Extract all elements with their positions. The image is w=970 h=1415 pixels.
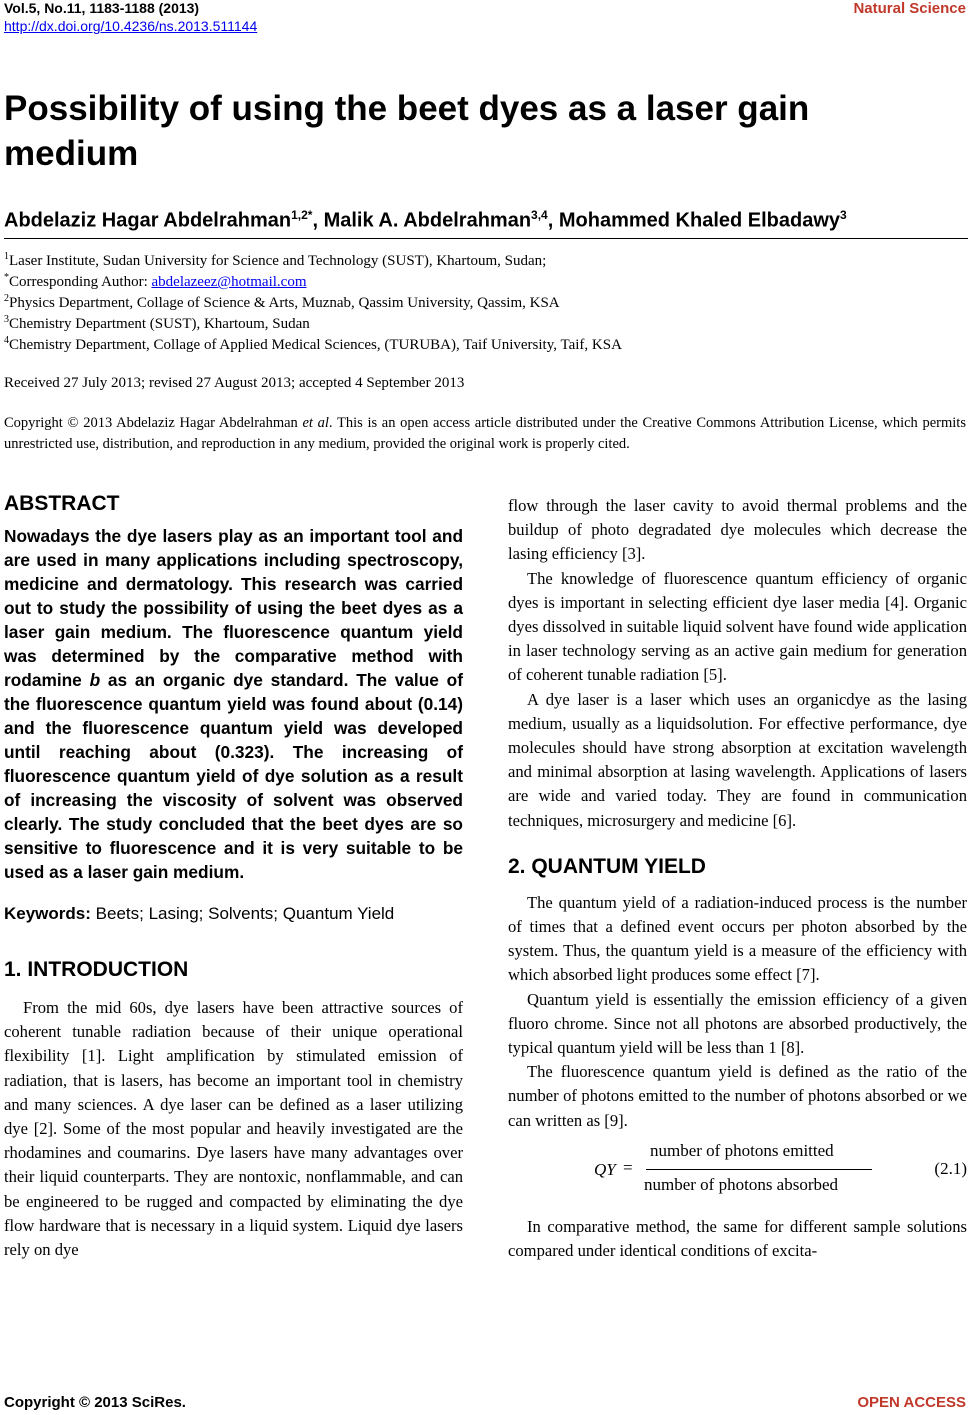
abstract-italic-b: b — [89, 670, 101, 690]
equation-denominator: number of photons absorbed — [644, 1174, 839, 1194]
received-dates: Received 27 July 2013; revised 27 August 2013; accepted 4 September 2013 — [4, 375, 465, 391]
footer-copyright: Copyright © 2013 SciRes. — [4, 1394, 186, 1411]
author-name: Abdelaziz Hagar Abdelrahman — [4, 209, 292, 232]
right-column — [508, 494, 967, 1263]
equation-lhs: QY — [594, 1159, 616, 1179]
abstract-text — [4, 524, 463, 884]
corresponding-label: Corresponding Author: — [9, 274, 152, 290]
intro-paragraph-1: From the mid 60s, dye lasers have been attractive sources of coherent tunable radiation because of their unique operational flexibility [1]. Light amplification by stimulated emission of radiation, that is lasers, has become an important tool in chemistry and many sciences. A dye laser can be defined as a laser utilizing dye [2]. Some of the most popular and heavily investigated are the rhodamines and coumarins. Dye lasers have many advantages over their liquid counterparts. They are nontoxic, nonflammable, and can be engineered to be rugged and compacted by eliminating the dye flow hardware that is necessary in a liquid system. Liquid dye lasers rely on dye — [4, 998, 463, 1260]
quantum-yield-heading: 2. QUANTUM YIELD — [508, 854, 706, 878]
affiliation-sup: 2 — [4, 293, 9, 304]
affiliation-sup: 3 — [4, 314, 9, 325]
keywords-text: Beets; Lasing; Solvents; Quantum Yield — [90, 904, 395, 923]
keywords — [4, 904, 463, 924]
author-affiliation-sup: 3 — [840, 208, 847, 222]
equation-equals: = — [623, 1157, 633, 1177]
copyright-notice — [4, 413, 966, 455]
author-name: Mohammed Khaled Elbadawy — [558, 209, 841, 232]
corresponding-sup: * — [4, 272, 9, 283]
author-name: Malik A. Abdelrahman — [323, 209, 532, 232]
equation-numerator: number of photons emitted — [650, 1140, 834, 1160]
quantum-paragraph-2: Quantum yield is essentially the emission efficiency of a given fluoro chrome. Since not all photons are absorbed productively, the typical quantum yield will be less than 1 [8]. — [508, 989, 967, 1058]
equation-2-1 — [508, 1141, 967, 1205]
copyright-text: Copyright © 2013 Abdelaziz Hagar Abdelrahman — [4, 415, 303, 431]
affiliation-sup: 4 — [4, 335, 9, 346]
quantum-paragraph-4: In comparative method, the same for different sample solutions compared under identical conditions of excita- — [508, 1216, 967, 1261]
author-separator: , — [312, 209, 324, 232]
quantum-paragraph-3: The fluorescence quantum yield is defined as the ratio of the number of photons emitted to the number of photons absorbed or we can written as [9]. — [508, 1062, 967, 1130]
affiliation-text: Chemistry Department, Collage of Applied Medical Sciences, (TURUBA), Taif University, Taif, KSA — [9, 337, 622, 353]
journal-name: Natural Science — [853, 0, 966, 17]
journal-volume-line: Vol.5, No.11, 1183-1188 (2013) — [4, 0, 200, 16]
corresponding-email-link[interactable]: abdelazeez@hotmail.com — [151, 274, 307, 290]
copyright-et-al: et al — [302, 415, 329, 431]
equation-number: (2.1) — [934, 1158, 967, 1178]
affiliation-1 — [4, 251, 546, 270]
author-divider — [4, 238, 968, 239]
corresponding-author — [4, 272, 307, 291]
abstract-text-c: as an organic dye standard. The value of the fluorescence quantum yield was found about (0.14) and the fluorescence quantum yield was developed until reaching about (0.323). The increasing of fluorescence quantum yield of dye solution as a result of increasing the viscosity of solvent was observed clearly. The study concluded that the beet dyes are so sensitive to fluorescence and it is very suitable to be used as a laser gain medium. — [4, 670, 463, 882]
doi-link[interactable]: http://dx.doi.org/10.4236/ns.2013.511144 — [4, 18, 258, 34]
affiliation-sup: 1 — [4, 251, 9, 262]
affiliation-text: Physics Department, Collage of Science & Arts, Muznab, Qassim University, Qassim, KSA — [9, 295, 560, 311]
abstract-heading: ABSTRACT — [4, 492, 120, 515]
quantum-paragraph-1: The quantum yield of a radiation-induced process is the number of times that a defined event occurs per photon absorbed by the system. Thus, the quantum yield is a measure of the efficiency with which absorbed light produces some effect [7]. — [508, 892, 967, 985]
keywords-label: Keywords: — [4, 904, 91, 923]
affiliation-3 — [4, 314, 310, 333]
equation-fraction-bar — [646, 1169, 872, 1170]
author-separator: , — [547, 209, 559, 232]
left-column — [4, 492, 463, 1262]
copyright-text-2: . This is an open access article distributed under the Creative Commons Attribution License, which permits unrestricted use, distribution, and reproduction in any medium, provided the original work is properly cited. — [4, 415, 966, 452]
footer-open-access: OPEN ACCESS — [857, 1394, 966, 1411]
intro-paragraph-3: A dye laser is a laser which uses an organicdye as the lasing medium, usually as a liquidsolution. For effective performance, dye molecules should have strong absorption at excitation wavelength and minimal absorption at lasing wavelength. Applications of lasers are wide and varied today. They are found in communication techniques, microsurgery and medicine [6]. — [508, 689, 967, 830]
affiliation-text: Laser Institute, Sudan University for Science and Technology (SUST), Khartoum, Sudan; — [9, 253, 547, 269]
affiliation-4 — [4, 335, 622, 354]
intro-paragraph-2: The knowledge of fluorescence quantum efficiency of organic dyes is important in selecting efficient dye laser media [4]. Organic dyes dissolved in suitable liquid solvent have found wide application in laser technology serving as an active gain medium for generation of coherent tunable radiation [5]. — [508, 568, 967, 685]
author-list — [4, 208, 847, 233]
affiliation-2 — [4, 293, 560, 312]
intro-heading: 1. INTRODUCTION — [4, 958, 189, 981]
author-affiliation-sup: 1,2* — [291, 208, 313, 222]
paper-title: Possibility of using the beet dyes as a laser gain medium — [4, 89, 810, 173]
author-affiliation-sup: 3,4 — [531, 208, 548, 222]
abstract-text-a: Nowadays the dye lasers play as an important tool and are used in many applications including spectroscopy, medicine and dermatology. This research was carried out to study the possibility of using the beet dyes as a laser gain medium. The fluorescence quantum yield was determined by the comparative method with rodamine — [4, 526, 463, 690]
affiliation-text: Chemistry Department (SUST), Khartoum, Sudan — [9, 316, 310, 332]
intro-paragraph-1-continued: flow through the laser cavity to avoid thermal problems and the buildup of photo degradated dye molecules which decrease the lasing efficiency [3]. — [508, 496, 967, 564]
